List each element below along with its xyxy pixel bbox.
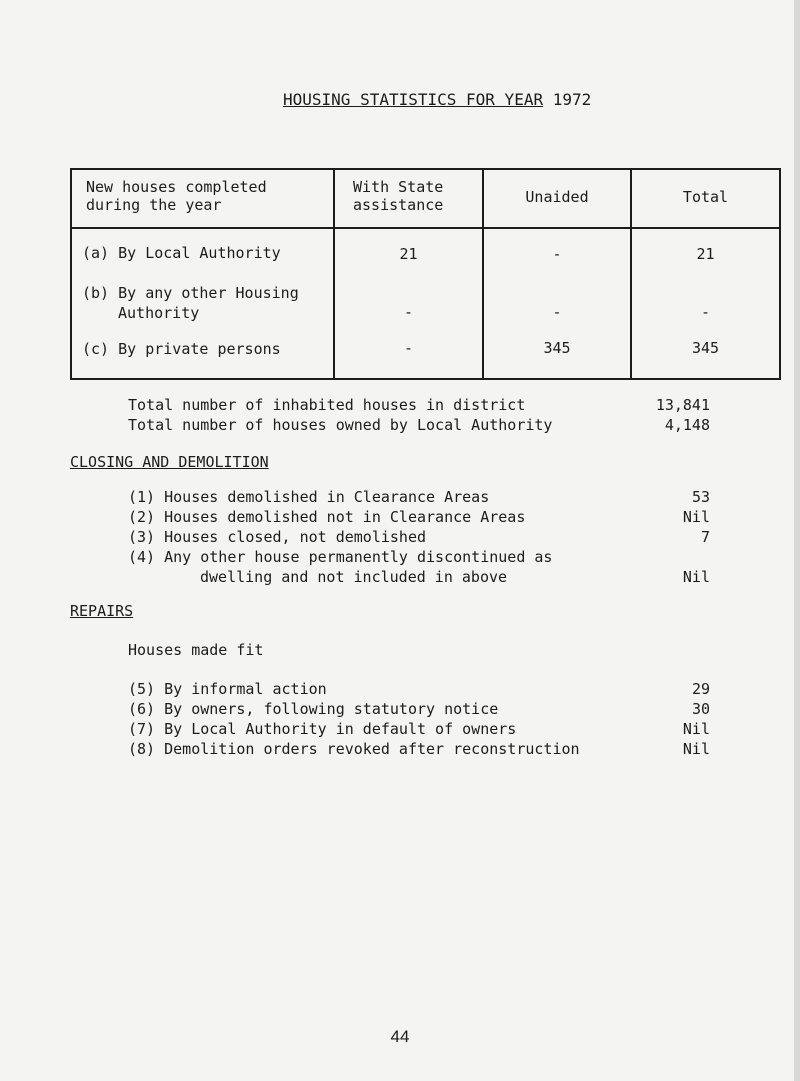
title-main: HOUSING STATISTICS FOR YEAR — [283, 90, 544, 109]
unaided-values-cell — [483, 228, 631, 379]
repairs-item-7-value: Nil — [682, 720, 710, 738]
row-c-total: 345 — [691, 339, 720, 357]
row-b-label-line2: Authority — [118, 304, 200, 322]
row-a-total: 21 — [696, 245, 715, 263]
closing-item-2: (2) Houses demolished not in Clearance Areas — [128, 508, 526, 526]
repairs-item-5: (5) By informal action — [128, 680, 327, 698]
row-labels-cell — [71, 228, 334, 379]
page-number: 44 — [390, 1027, 410, 1046]
page-title — [283, 90, 591, 109]
with-state-values-cell — [334, 228, 483, 379]
repairs-item-5-value: 29 — [691, 680, 710, 698]
repairs-item-6: (6) By owners, following statutory notice — [128, 700, 499, 718]
repairs-item-8: (8) Demolition orders revoked after reconstruction — [128, 740, 580, 758]
total-values-cell — [631, 228, 780, 379]
header-new-houses-line1: New houses completed — [86, 178, 267, 196]
total-inhabited-value: 13,841 — [655, 396, 710, 414]
closing-item-1: (1) Houses demolished in Clearance Areas — [128, 488, 490, 506]
row-a-label: (a) By Local Authority — [82, 244, 281, 262]
row-c-with-state: - — [403, 339, 414, 357]
row-b-label-line1: (b) By any other Housing — [82, 284, 299, 302]
housing-table — [70, 168, 781, 380]
closing-item-1-value: 53 — [691, 488, 710, 506]
table-header-row — [71, 169, 780, 228]
row-b-with-state: - — [403, 303, 414, 321]
closing-item-2-value: Nil — [682, 508, 710, 526]
total-inhabited-label: Total number of inhabited houses in district — [128, 396, 526, 414]
repairs-item-7: (7) By Local Authority in default of owners — [128, 720, 517, 738]
header-unaided — [483, 169, 631, 228]
row-a-with-state: 21 — [399, 245, 418, 263]
closing-item-4-line2: dwelling and not included in above — [200, 568, 508, 586]
row-a-unaided: - — [552, 245, 562, 263]
table-body-row — [71, 228, 780, 379]
header-with-state-line1: With State — [353, 178, 444, 196]
repairs-item-6-value: 30 — [691, 700, 710, 718]
repairs-item-8-value: Nil — [682, 740, 710, 758]
header-new-houses-line2: during the year — [86, 196, 222, 214]
repairs-subheading: Houses made fit — [128, 641, 264, 659]
header-total — [631, 169, 780, 228]
header-unaided-label: Unaided — [525, 188, 589, 206]
total-owned-value: 4,148 — [664, 416, 710, 434]
closing-item-3: (3) Houses closed, not demolished — [128, 528, 427, 546]
row-b-total: - — [700, 303, 711, 321]
total-owned-label: Total number of houses owned by Local Authority — [128, 416, 553, 434]
title-year: 1972 — [552, 90, 592, 109]
row-b-unaided: - — [552, 303, 562, 321]
closing-item-4-value: Nil — [682, 568, 710, 586]
header-new-houses — [71, 169, 334, 228]
header-with-state-line2: assistance — [353, 196, 444, 214]
closing-item-4: (4) Any other house permanently discontinued as — [128, 548, 553, 566]
row-c-label: (c) By private persons — [82, 340, 281, 358]
closing-heading: CLOSING AND DEMOLITION — [70, 453, 269, 471]
closing-item-3-value: 7 — [700, 528, 710, 546]
page-edge — [794, 0, 800, 1081]
row-c-unaided: 345 — [543, 339, 571, 357]
repairs-heading: REPAIRS — [70, 602, 134, 620]
header-with-state — [334, 169, 483, 228]
header-total-label: Total — [682, 188, 729, 206]
